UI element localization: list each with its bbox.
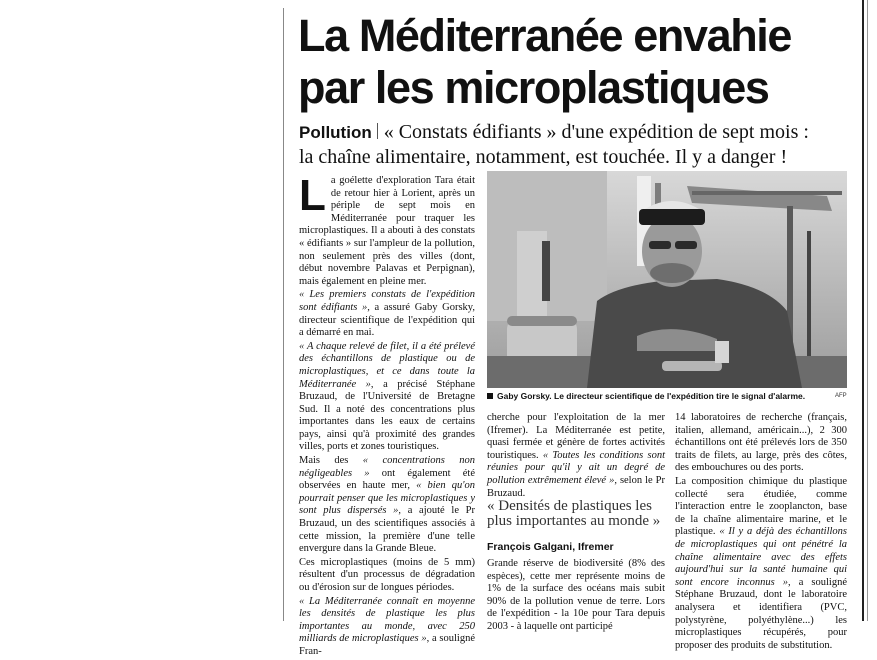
- paragraph: [675, 476, 847, 652]
- paragraph: [299, 455, 475, 556]
- caption-text: Gaby Gorsky. Le directeur scientifique de l'expédition tire le signal d'alarme.: [497, 391, 806, 401]
- paragraph-text: La composition chimique du plastique collecté sera étudiée, comme l'interaction entre le zooplancton, base de la chaîne alimentaire marine, et le plastique.: [675, 475, 847, 538]
- standfirst: [299, 120, 859, 170]
- quote-text: « Les premiers constats de l'expédition sont édifiants »: [299, 289, 475, 313]
- paragraph-text: , a ajouté le Pr Bruzaud, un des scientifiques associés à cette mission, la première d'une telle envergure dans la Grande Bleue.: [299, 505, 476, 555]
- paragraph-text: cherche pour l'exploitation de la mer (Ifremer). La Méditerranée est petite, quasi fermée et génère de fortes activités touristiques.: [487, 412, 665, 461]
- paragraph-text: , a souligné Fran-: [299, 633, 476, 657]
- quote-text: « bien qu'on pourrait penser que les microplastiques y sont plus dispersés »: [299, 480, 475, 517]
- paragraph: [299, 341, 475, 454]
- article-photo: [487, 171, 847, 388]
- paragraph: [299, 171, 475, 288]
- pull-quote-source: François Galgani, Ifremer: [487, 541, 614, 553]
- headline: [298, 10, 858, 114]
- quote-text: « La Méditerranée connaît en moyenne les densités de plastique les plus importantes au monde, avec 250 milliards de microplastiques »: [299, 595, 475, 645]
- paragraph: [487, 558, 665, 634]
- standfirst-line-1: « Constats édifiants » d'une expédition de sept mois :: [383, 121, 809, 143]
- paragraph: [299, 596, 475, 659]
- paragraph: [299, 289, 475, 339]
- pull-quote: « Densités de plastiques les plus importantes au monde »: [487, 498, 661, 529]
- quote-text: « concentrations non négligeables »: [299, 455, 475, 479]
- paragraph-text: Ces microplastiques (moins de 5 mm) résultent d'un processus de dégradation ou d'érosion sur de longues périodes.: [299, 556, 475, 593]
- headline-line-2: par les microplastiques: [298, 62, 769, 113]
- article-column-1: [299, 171, 476, 660]
- page-edge-rule: [862, 0, 864, 621]
- paragraph-text: , a souligné Stéphane Bruzaud, dont le laboratoire analysera et identifiera (PVC, polystyrène, polyéthylène...) les microplastiques récupérés, pour proposer des produits de substitution.: [675, 576, 847, 651]
- section-kicker: Pollution: [299, 123, 372, 142]
- photo-scientist-illustration: [487, 171, 847, 388]
- photo-credit: AFP: [835, 393, 847, 399]
- paragraph: [675, 412, 847, 475]
- paragraph-text: , selon le Pr Bruzaud.: [487, 474, 665, 499]
- paragraph: [299, 557, 475, 595]
- article-column-2: [487, 412, 665, 501]
- photo-caption: [487, 391, 847, 402]
- paragraph-text: Mais des: [299, 455, 363, 467]
- quote-text: « Toutes les conditions sont réunies pour qu'il y ait un degré de pollution extrêmement élevé »: [487, 449, 665, 486]
- article-column-3: [675, 412, 847, 653]
- quote-text: « Il y a déjà des échantillons de microplastiques qui ont pénétré la chaîne alimentaire avec des effets aujourd'hui sur la santé humaine qui sont encore inconnus »: [675, 526, 847, 588]
- headline-line-1: La Méditerranée envahie: [298, 10, 792, 61]
- standfirst-line-2: la chaîne alimentaire, notamment, est touchée. Il y a danger !: [299, 146, 788, 168]
- caption-bullet-icon: [487, 393, 493, 399]
- kicker-separator: [377, 123, 378, 139]
- drop-cap: L: [299, 171, 326, 220]
- paragraph-text: a goélette d'exploration Tara était de retour hier à Lorient, après un périple de sept mois en Méditerranée pour traquer les microplastiques. Il a abouti à des constats « édifiants » sur l'ampleur de la pollution, non seulement près des villes (dont, début novembre Palavas et Perpignan), mais également en pleine mer.: [299, 175, 475, 287]
- paragraph-text: , a précisé Stéphane Bruzaud, de l'Université de Bretagne Sud. Il a noté des concentrations plus importantes dans les eaux de certains pays, ainsi qu'à proximité des grandes villes, ports et zones touristiques.: [299, 378, 475, 453]
- paragraph: [487, 412, 665, 500]
- paragraph-text: , a assuré Gaby Gorsky, directeur scientifique de l'expédition qui a démarré en mai.: [299, 301, 475, 339]
- paragraph-text: ont également été observées en haute mer,: [299, 467, 475, 492]
- page-edge-rule-thin: [867, 0, 868, 621]
- column-rule-left: [283, 8, 284, 621]
- paragraph-text: Grande réserve de biodiversité (8% des espèces), cette mer représente moins de 1% de la surface des océans mais subit 90% de la pollution venue de terre. Lors de l'expédition - la 10e pour Tara depuis 2003 - à laquelle ont participé: [487, 558, 665, 632]
- quote-text: « A chaque relevé de filet, il a été prélevé des échantillons de plastique ou de microplastiques, et ce dans toute la Méditerranée »: [299, 340, 475, 390]
- paragraph-text: 14 laboratoires de recherche (français, italien, allemand, américain...), 2 300 échantillons ont été prélevés lors de 350 traits de filets, au large, près des côtes, des embouchures ou des ports.: [675, 412, 847, 474]
- article-column-2-continued: [487, 558, 665, 635]
